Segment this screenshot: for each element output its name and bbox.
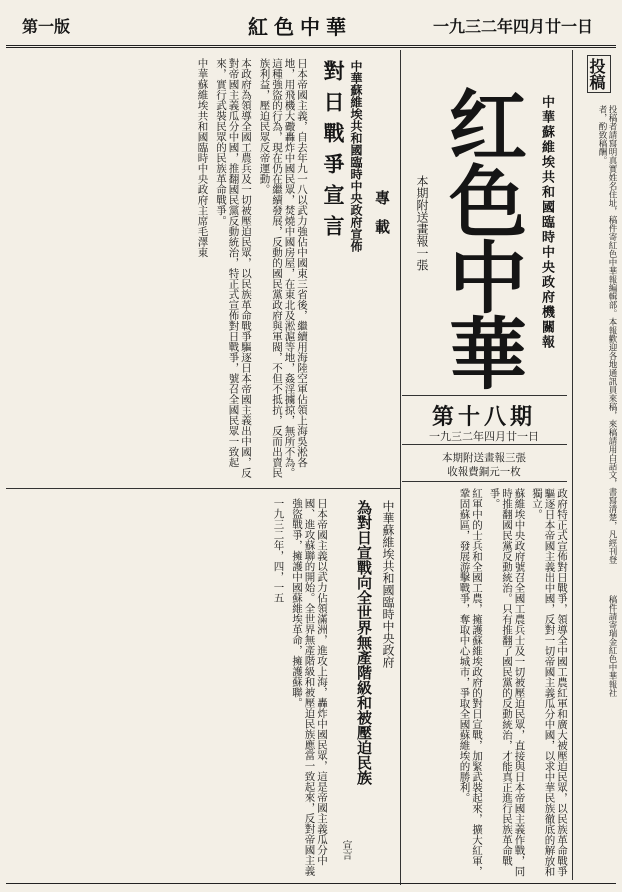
sidebar <box>575 55 617 875</box>
declaration-title: 對日戰爭宣言 <box>321 60 346 246</box>
section-rule <box>6 488 400 489</box>
manifesto-issuer: 中華蘇維埃共和國臨時中央政府 <box>381 500 395 668</box>
masthead-title <box>436 85 526 389</box>
sidebar-notes: 稿件請寄瑞金紅色中華報社 <box>607 595 617 697</box>
sidebar-text: 投稿者請寫明真實姓名住址，稿件寄紅色中華報編輯部。本報歡迎各地通訊員來稿，來稿請用白話文，書寫清楚，凡經刊登者，酌致稿酬。 <box>597 105 617 564</box>
issue-date: 一九三二年四月廿一日 <box>429 430 539 443</box>
declaration-issuer: 中華蘇維埃共和國臨時中央政府宣佈 <box>349 60 363 252</box>
footer-rule <box>6 883 616 884</box>
sidebar-divider <box>572 50 573 880</box>
manifesto-title-line2: 宣言 <box>340 840 351 860</box>
issue-number: 第十八期 <box>431 404 536 430</box>
header-bar <box>8 4 614 42</box>
header-date: 一九三二年四月廿一日 <box>433 17 594 36</box>
manifesto-title-line1: 為對日宣戰向全世界無產階級和被壓迫民族 <box>355 500 373 785</box>
manifesto-paragraph: 日本帝國主義以武力佔領滿洲，進攻上海，轟炸中國民眾，這是帝國主義瓜分中國、進攻蘇聯的開始。全世界無產階級和被壓迫民族應當一致起來，反對帝國主義強盜戰爭，擁護中國蘇維埃革命，擁護蘇聯。 <box>291 498 328 876</box>
manifesto-body <box>8 498 328 878</box>
column-text <box>404 488 568 878</box>
special-label: 專載 <box>373 190 391 248</box>
column-divider-main <box>400 50 401 885</box>
issue-rule <box>402 444 567 445</box>
supplement-note: 本期附送畫報一張 <box>415 175 429 271</box>
declaration-paragraph: 日本帝國主義，自去年九一八以武力強佔中國東三省後，繼續用海陸空軍佔領上海吳淞各地，用飛機大礮轟炸中國民眾，焚燒中國房屋，在東北及淞滬等地，姦淫擄掠，無所不為。這種強盜的行為，現在仍在繼續發展，反動的國民黨政府與軍閥，不但不抵抗，反而出賣民族利益，壓迫民眾反帝運動。 <box>258 58 308 478</box>
page-number: 第一版 <box>22 17 71 36</box>
masthead-publisher: 中華蘇維埃共和國臨時中央政府機關報 <box>539 95 554 350</box>
supplement-right: 本期附送畫報三張 <box>442 452 526 464</box>
declaration-body <box>8 58 308 478</box>
column-paragraph: 紅軍中的士兵和全國工農，擁護蘇維埃政府的對日宣戰，加緊武裝起來，擴大紅軍，鞏固蘇區，發展游擊戰爭，奪取中心城市，爭取全國蘇維埃的勝利。 <box>458 488 483 877</box>
column-paragraph: 政府特正式宣佈對日戰爭，領導全中國工農紅軍和廣大被壓迫民眾，以民族革命戰爭驅逐日本帝國主義出中國，反對一切帝國主義瓜分中國，以求中華民族徹底的解放和獨立。 <box>531 488 568 877</box>
header-rule <box>6 45 616 48</box>
header-paper-name: 紅色中華 <box>248 15 352 39</box>
masthead-title-text: 红色中華 <box>436 85 526 389</box>
column-paragraph: 蘇維埃中央政府號召全國工農兵士及一切被壓迫民眾，直接與日本帝國主義作戰，同時推翻國民黨反動統治。只有推翻了國民黨的反動統治，才能真正進行民族革命戰爭。 <box>488 488 526 877</box>
masthead-rule <box>402 395 567 396</box>
sidebar-label: 投稿 <box>587 55 611 93</box>
declaration-signature: 中華蘇維埃共和國臨時中央政府主席毛澤東 <box>196 58 209 258</box>
manifesto-date: 一九三二年，四，一五 <box>272 498 285 603</box>
price-rule <box>402 481 567 482</box>
declaration-paragraph: 本政府為領導全國工農兵及一切被壓迫民眾，以民族革命戰爭驅逐日本帝國主義出中國，反對帝國主義瓜分中國，推翻國民黨反動統治，特正式宣佈對日戰爭，號召全國民眾一致起來，實行武裝民眾的民族革命戰爭。 <box>215 58 252 478</box>
price: 收報費銅元一枚 <box>447 466 521 478</box>
